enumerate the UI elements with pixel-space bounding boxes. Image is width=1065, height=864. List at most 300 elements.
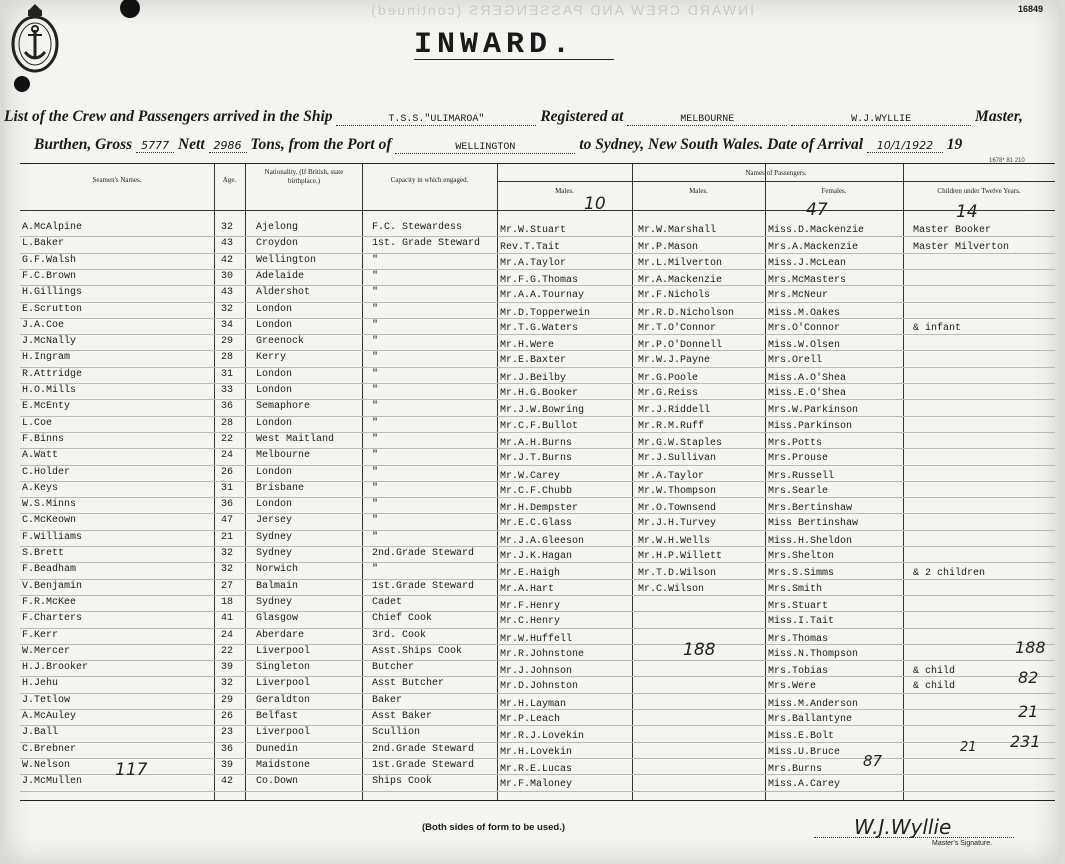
crew-nat-cell: London — [256, 319, 293, 331]
table-row — [20, 725, 1055, 741]
passenger-m1-cell: Mr.W.Carey — [500, 470, 561, 482]
crew-name-cell: H.Gillings — [22, 287, 83, 299]
passenger-f-cell: Miss.E.O'Shea — [768, 388, 847, 399]
table-row — [20, 546, 1055, 562]
crew-age-cell: 36 — [221, 499, 234, 511]
crew-name-cell: H.O.Mills — [22, 385, 77, 396]
passenger-f-cell: Miss.I.Tait — [768, 616, 835, 628]
crew-cap-cell: Baker — [372, 694, 403, 706]
passenger-m2-cell: Mr.W.H.Wells — [638, 535, 711, 547]
crew-name-cell: J.McMullen — [22, 776, 83, 788]
passenger-f-cell: Mrs.Tobias — [768, 666, 829, 678]
passenger-f-cell: Mrs.S.Simms — [768, 568, 835, 580]
crew-name-cell: F.C.Brown — [22, 270, 77, 282]
registered-port: MELBOURNE — [627, 114, 787, 126]
passenger-f-cell: Miss.M.Anderson — [768, 698, 859, 710]
crew-age-cell: 41 — [221, 613, 234, 625]
passenger-m1-cell: Mr.D.Johnston — [500, 681, 579, 693]
col-passenger-names: Names of Passengers. — [745, 169, 807, 177]
crew-name-cell: F.Beadham — [22, 564, 77, 576]
passenger-f-cell: Mrs.Shelton — [768, 551, 835, 562]
table-row — [20, 399, 1055, 415]
crew-nat-cell: Greenock — [256, 336, 305, 348]
crew-passenger-table — [20, 163, 1055, 801]
passenger-m1-cell: Mr.H.Lovekin — [500, 746, 573, 758]
passenger-m1-cell: Mr.A.Taylor — [500, 257, 567, 269]
crew-name-cell: A.Watt — [22, 450, 59, 462]
passenger-c-cell: & 2 children — [913, 568, 986, 580]
passenger-f-cell: Mrs.McMasters — [768, 274, 847, 286]
passenger-c-cell: & infant — [913, 322, 962, 334]
passenger-m2-cell: Mr.F.Nichols — [638, 290, 711, 302]
table-row — [20, 742, 1055, 758]
year-suffix: 19 — [946, 136, 963, 153]
crew-cap-cell: " — [372, 352, 379, 364]
table-row — [20, 660, 1055, 676]
passenger-m1-cell: Mr.J.T.Burns — [500, 453, 573, 465]
col-males-2: Males. — [689, 187, 708, 195]
nett-tonnage: 2986 — [209, 139, 247, 153]
page-title: INWARD. — [414, 28, 576, 62]
crew-cap-cell: " — [372, 466, 379, 478]
crew-name-cell: F.Charters — [22, 613, 83, 625]
passenger-m2-cell: Mr.G.W.Staples — [638, 437, 723, 449]
passenger-m1-cell: Rev.T.Tait — [500, 242, 561, 254]
passenger-m2-cell: Mr.A.Taylor — [638, 470, 705, 482]
passenger-m2-cell: Mr.T.D.Wilson — [638, 568, 717, 580]
crew-age-cell: 36 — [221, 743, 234, 755]
nett-label: Nett — [177, 136, 205, 153]
passenger-m1-cell: Mr.P.Leach — [500, 714, 561, 725]
crew-nat-cell: Sydney — [256, 531, 293, 543]
margin-note: 82 — [1018, 668, 1039, 687]
crew-cap-cell: Chief Cook — [372, 613, 433, 625]
crew-name-cell: W.Nelson — [22, 759, 71, 771]
table-row — [20, 497, 1055, 513]
passenger-m1-cell: Mr.D.Topperwein — [500, 307, 591, 319]
crew-age-cell: 39 — [221, 662, 234, 674]
passenger-f-cell: Miss.E.Bolt — [768, 731, 835, 743]
passenger-m1-cell: Mr.F.Maloney — [500, 779, 573, 791]
crew-nat-cell: London — [256, 417, 293, 429]
table-row — [20, 693, 1055, 709]
passenger-m1-cell: Mr.R.J.Lovekin — [500, 731, 585, 743]
passenger-m2-cell: Mr.W.J.Payne — [638, 355, 711, 367]
crew-age-cell: 26 — [221, 711, 234, 722]
crew-nat-cell: Wellington — [256, 254, 317, 266]
passenger-m1-cell: Mr.A.A.Tournay — [500, 290, 585, 302]
col-seamen-names: Seamen's Names. — [92, 176, 142, 184]
crew-nat-cell: Maidstone — [256, 759, 311, 771]
margin-note: 231 — [1010, 732, 1041, 751]
crew-nat-cell: London — [256, 368, 293, 380]
table-row — [20, 676, 1055, 692]
crew-age-cell: 42 — [221, 254, 234, 266]
passenger-m1-cell: Mr.W.Stuart — [500, 225, 567, 236]
table-row — [20, 269, 1055, 285]
crew-name-cell: R.Attridge — [22, 368, 83, 380]
crew-nat-cell: Liverpool — [256, 678, 311, 690]
crew-age-cell: 31 — [221, 368, 234, 380]
crew-nat-cell: Croydon — [256, 238, 299, 250]
table-row — [20, 513, 1055, 529]
table-row — [20, 481, 1055, 497]
header-line-2 — [34, 136, 962, 154]
crew-nat-cell: London — [256, 499, 293, 511]
passenger-m1-cell: Mr.H.Were — [500, 340, 555, 352]
crew-name-cell: W.S.Minns — [22, 499, 77, 511]
crew-name-cell: E.Scrutton — [22, 303, 83, 315]
crew-nat-cell: West Maitland — [256, 433, 335, 445]
passenger-f-cell: Mrs.Searle — [768, 485, 829, 497]
crew-age-cell: 32 — [221, 678, 234, 690]
passenger-f-cell: Mrs.Ballantyne — [768, 714, 853, 725]
passenger-f-cell: Mrs.Orell — [768, 355, 823, 367]
table-row — [20, 644, 1055, 660]
table-row — [20, 334, 1055, 350]
punch-hole — [120, 0, 140, 18]
crew-name-cell: V.Benjamin — [22, 580, 83, 592]
passenger-m2-cell: Mr.J.Sullivan — [638, 453, 717, 465]
crew-nat-cell: Singleton — [256, 662, 311, 674]
crew-cap-cell: 1st.Grade Steward — [372, 759, 475, 771]
passenger-m1-cell: Mr.J.Johnson — [500, 666, 573, 678]
arrival-label: Date of Arrival — [767, 136, 864, 153]
passenger-f-cell: Miss.U.Bruce — [768, 746, 841, 758]
crew-name-cell: S.Brett — [22, 548, 65, 559]
tally-children: 14 — [956, 202, 978, 222]
passenger-f-cell: Miss.W.Olsen — [768, 340, 841, 352]
crew-age-cell: 42 — [221, 776, 234, 788]
passenger-m1-cell: Mr.E.C.Glass — [500, 518, 573, 530]
crew-name-cell: J.Ball — [22, 727, 59, 739]
ship-label: List of the Crew and Passengers arrived in the Ship — [4, 108, 333, 125]
passenger-f-cell: Miss.D.Mackenzie — [768, 225, 865, 236]
passenger-f-cell: Mrs.Stuart — [768, 600, 829, 612]
crew-age-cell: 39 — [221, 759, 234, 771]
crew-cap-cell: Cadet — [372, 596, 403, 608]
crew-name-cell: F.R.McKee — [22, 596, 77, 608]
crew-nat-cell: Brisbane — [256, 482, 305, 494]
master-signature: W.J.Wyllie — [854, 815, 952, 839]
crew-cap-cell: " — [372, 433, 379, 445]
passenger-c-cell: & child — [913, 681, 956, 693]
crew-age-cell: 22 — [221, 645, 234, 657]
passenger-m1-cell: Mr.C.F.Chubb — [500, 485, 573, 497]
passenger-m1-cell: Mr.A.H.Burns — [500, 437, 573, 449]
crew-age-cell: 32 — [221, 548, 234, 559]
bleed-through-text: INWARD CREW AND PASSENGERS (continued) — [369, 2, 754, 18]
passenger-m2-cell: Mr.J.H.Turvey — [638, 518, 717, 530]
table-row — [20, 302, 1055, 318]
crew-name-cell: E.McEnty — [22, 401, 71, 413]
tally-males: 10 — [584, 194, 606, 214]
passenger-m2-cell: Mr.R.M.Ruff — [638, 420, 705, 432]
crew-nat-cell: Glasgow — [256, 613, 299, 625]
ship-name: T.S.S."ULIMAROA" — [336, 114, 536, 126]
crew-cap-cell: " — [372, 336, 379, 348]
crew-age-cell: 31 — [221, 482, 234, 494]
crew-age-cell: 29 — [221, 336, 234, 348]
crew-age-cell: 22 — [221, 433, 234, 445]
passenger-f-cell: Miss.N.Thompson — [768, 648, 859, 660]
crew-name-cell: W.Mercer — [22, 645, 71, 657]
crew-age-cell: 34 — [221, 319, 234, 331]
crew-age-cell: 26 — [221, 466, 234, 478]
passenger-m2-cell: Mr.J.Riddell — [638, 405, 711, 417]
crew-cap-cell: Ships Cook — [372, 776, 433, 788]
crew-cap-cell: " — [372, 254, 379, 266]
margin-note: 21 — [1018, 702, 1039, 721]
form-footnote: (Both sides of form to be used.) — [422, 822, 566, 833]
destination-label: to Sydney, New South Wales. — [579, 136, 764, 153]
crew-age-cell: 29 — [221, 694, 234, 706]
crew-cap-cell: " — [372, 303, 379, 315]
passenger-f-cell: Mrs.McNeur — [768, 290, 829, 302]
crew-cap-cell: 1st. Grade Steward — [372, 238, 481, 250]
table-row — [20, 432, 1055, 448]
table-row — [20, 611, 1055, 627]
crew-nat-cell: Balmain — [256, 580, 299, 592]
crew-cap-cell: " — [372, 450, 379, 462]
crew-cap-cell: 3rd. Cook — [372, 629, 427, 641]
passenger-c-cell: Master Milverton — [913, 242, 1010, 254]
master-name: W.J.WYLLIE — [791, 114, 971, 126]
crew-name-cell: F.Kerr — [22, 629, 59, 641]
crew-cap-cell: " — [372, 515, 379, 527]
crew-cap-cell: " — [372, 270, 379, 282]
crew-age-cell: 28 — [221, 352, 234, 364]
crew-nat-cell: London — [256, 466, 293, 478]
passenger-f-cell: Mrs.A.Mackenzie — [768, 242, 859, 254]
table-row — [20, 628, 1055, 644]
crew-nat-cell: Ajelong — [256, 222, 299, 233]
crew-cap-cell: " — [372, 499, 379, 511]
crew-cap-cell: " — [372, 385, 379, 396]
crew-name-cell: H.Jehu — [22, 678, 59, 690]
passenger-m2-cell: Mr.L.Milverton — [638, 257, 723, 269]
crew-name-cell: C.Holder — [22, 466, 71, 478]
crew-name-cell: L.Coe — [22, 417, 53, 429]
crew-cap-cell: Butcher — [372, 662, 415, 674]
margin-note: 188 — [1015, 638, 1046, 657]
passenger-m1-cell: Mr.C.F.Bullot — [500, 420, 579, 432]
passenger-m1-cell: Mr.C.Henry — [500, 616, 561, 628]
crew-nat-cell: Aberdare — [256, 629, 305, 641]
crew-age-cell: 47 — [221, 515, 234, 527]
table-row — [20, 416, 1055, 432]
table-row — [20, 253, 1055, 269]
col-capacity: Capacity in which engaged. — [390, 176, 469, 184]
col-females: Females. — [821, 187, 847, 195]
crew-nat-cell: Semaphore — [256, 401, 311, 413]
crew-cap-cell: 2nd.Grade Steward — [372, 548, 475, 559]
passenger-m1-cell: Mr.H.Dempster — [500, 503, 579, 515]
crew-nat-cell: Norwich — [256, 564, 299, 576]
crew-nat-cell: Geraldton — [256, 694, 311, 706]
crew-name-cell: J.McNally — [22, 336, 77, 348]
table-row — [20, 350, 1055, 366]
crew-cap-cell: " — [372, 287, 379, 299]
col-age: Age. — [222, 176, 237, 184]
table-row — [20, 709, 1055, 725]
crew-age-cell: 30 — [221, 270, 234, 282]
passenger-m1-cell: Mr.H.Layman — [500, 698, 567, 710]
crew-nat-cell: Sydney — [256, 548, 293, 559]
crew-name-cell: C.McKeown — [22, 515, 77, 527]
passenger-m2-cell: Mr.A.Mackenzie — [638, 274, 723, 286]
passenger-m2-cell: Mr.G.Poole — [638, 372, 699, 384]
passenger-f-cell: Miss.A.O'Shea — [768, 372, 847, 384]
crew-age-cell: 43 — [221, 238, 234, 250]
tons-label: Tons, from the Port of — [250, 136, 392, 153]
crew-nat-cell: Adelaide — [256, 270, 305, 282]
passenger-m2-cell: Mr.W.Marshall — [638, 225, 717, 236]
table-row — [20, 758, 1055, 774]
crew-cap-cell: 1st.Grade Steward — [372, 580, 475, 592]
tally-annotation: 188 — [683, 640, 716, 660]
crew-name-cell: H.Ingram — [22, 352, 71, 364]
col-nationality: Nationality. (If British, state birthplace.) — [264, 168, 344, 185]
arrival-date: 10/1/1922 — [867, 139, 943, 153]
table-row — [20, 220, 1055, 236]
passenger-m1-cell: Mr.W.Huffell — [500, 633, 573, 645]
passenger-m2-cell: Mr.H.P.Willett — [638, 551, 723, 562]
crew-age-cell: 28 — [221, 417, 234, 429]
passenger-m1-cell: Mr.A.Hart — [500, 583, 555, 595]
passenger-m1-cell: Mr.J.Beilby — [500, 372, 567, 384]
crew-name-cell: H.J.Brooker — [22, 662, 89, 674]
crew-age-cell: 24 — [221, 629, 234, 641]
crew-cap-cell: " — [372, 368, 379, 380]
passenger-f-cell: Mrs.W.Parkinson — [768, 405, 859, 417]
col-children: Children under Twelve Years. — [937, 187, 1021, 195]
crest-emblem — [10, 2, 60, 74]
passenger-f-cell: Mrs.Were — [768, 681, 817, 693]
table-row — [20, 367, 1055, 383]
table-row — [20, 595, 1055, 611]
crew-name-cell: A.McAuley — [22, 711, 77, 722]
gross-tonnage: 5777 — [136, 139, 174, 153]
col-males-1: Males. — [555, 187, 574, 195]
table-row — [20, 562, 1055, 578]
crew-cap-cell: Asst.Ships Cook — [372, 645, 463, 657]
passenger-m2-cell: Mr.O.Townsend — [638, 503, 717, 515]
crew-name-cell: J.Tetlow — [22, 694, 71, 706]
crew-cap-cell: " — [372, 564, 379, 576]
table-row — [20, 383, 1055, 399]
title-underline — [414, 59, 614, 60]
crew-age-cell: 18 — [221, 596, 234, 608]
crew-cap-cell: Asst Baker — [372, 711, 433, 722]
tally-annotation: 87 — [863, 752, 883, 770]
crew-age-cell: 32 — [221, 222, 234, 233]
passenger-f-cell: Mrs.Potts — [768, 437, 823, 449]
passenger-f-cell: Mrs.Prouse — [768, 453, 829, 465]
passenger-f-cell: Miss.J.McLean — [768, 257, 847, 269]
crew-nat-cell: Melbourne — [256, 450, 311, 462]
crew-name-cell: F.Williams — [22, 531, 83, 543]
passenger-c-cell: Master Booker — [913, 225, 992, 236]
passenger-f-cell: Miss.M.Oakes — [768, 307, 841, 319]
crew-age-cell: 32 — [221, 303, 234, 315]
signature-line — [814, 837, 1014, 838]
passenger-m1-cell: Mr.H.G.Booker — [500, 388, 579, 399]
crew-nat-cell: Liverpool — [256, 645, 311, 657]
crew-age-cell: 32 — [221, 564, 234, 576]
table-row — [20, 465, 1055, 481]
punch-hole — [14, 76, 30, 92]
passenger-m2-cell: Mr.T.O'Connor — [638, 322, 717, 334]
signature-label: Master's Signature. — [932, 840, 993, 847]
crew-cap-cell: Scullion — [372, 727, 421, 739]
passenger-m1-cell: Mr.R.E.Lucas — [500, 763, 573, 775]
passenger-m1-cell: Mr.F.G.Thomas — [500, 274, 579, 286]
passenger-m2-cell: Mr.W.Thompson — [638, 485, 717, 497]
passenger-m1-cell: Mr.T.G.Waters — [500, 322, 579, 334]
table-row — [20, 530, 1055, 546]
passenger-f-cell: Miss.Parkinson — [768, 420, 853, 432]
crew-name-cell: C.Brebner — [22, 743, 77, 755]
passenger-m1-cell: Mr.J.K.Hagan — [500, 551, 573, 562]
passenger-m1-cell: Mr.E.Baxter — [500, 355, 567, 367]
passenger-f-cell: Mrs.Russell — [768, 470, 835, 482]
passenger-f-cell: Mrs.O'Connor — [768, 322, 841, 334]
crew-nat-cell: Sydney — [256, 596, 293, 608]
table-row — [20, 236, 1055, 252]
passenger-f-cell: Mrs.Bertinshaw — [768, 503, 853, 515]
passenger-f-cell: Miss.H.Sheldon — [768, 535, 853, 547]
crew-nat-cell: Co.Down — [256, 776, 299, 788]
master-label: Master, — [975, 108, 1023, 125]
crew-name-cell: L.Baker — [22, 238, 65, 250]
table-row — [20, 285, 1055, 301]
crew-name-cell: G.F.Walsh — [22, 254, 77, 266]
departure-port: WELLINGTON — [395, 142, 575, 154]
crew-name-cell: J.A.Coe — [22, 319, 65, 331]
crew-age-cell: 27 — [221, 580, 234, 592]
table-row — [20, 448, 1055, 464]
crew-cap-cell: " — [372, 319, 379, 331]
crew-name-cell: A.McAlpine — [22, 222, 83, 233]
crew-nat-cell: Dunedin — [256, 743, 299, 755]
tally-females: 47 — [806, 200, 828, 220]
crew-nat-cell: Belfast — [256, 711, 299, 722]
passenger-m1-cell: Mr.R.Johnstone — [500, 648, 585, 660]
crew-age-cell: 21 — [221, 531, 234, 543]
header-line-1 — [4, 108, 1023, 126]
crew-age-cell: 24 — [221, 450, 234, 462]
table-row — [20, 318, 1055, 334]
passenger-f-cell: Miss Bertinshaw — [768, 518, 859, 530]
document-page — [4, 0, 1059, 864]
crew-cap-cell: 2nd.Grade Steward — [372, 743, 475, 755]
crew-name-cell: F.Binns — [22, 433, 65, 445]
table-row — [20, 579, 1055, 595]
passenger-f-cell: Mrs.Burns — [768, 763, 823, 775]
form-code: 1678* 81 210 — [989, 158, 1025, 164]
form-number: 16849 — [1017, 4, 1043, 14]
crew-age-cell: 36 — [221, 401, 234, 413]
tally-annotation: 117 — [115, 760, 148, 780]
passenger-m1-cell: Mr.J.A.Gleeson — [500, 535, 585, 547]
crew-cap-cell: " — [372, 531, 379, 543]
crew-nat-cell: Kerry — [256, 352, 287, 364]
burthen-label: Burthen, Gross — [34, 136, 133, 153]
crew-nat-cell: Aldershot — [256, 287, 311, 299]
passenger-f-cell: Miss.A.Carey — [768, 779, 841, 791]
passenger-m1-cell: Mr.F.Henry — [500, 600, 561, 612]
